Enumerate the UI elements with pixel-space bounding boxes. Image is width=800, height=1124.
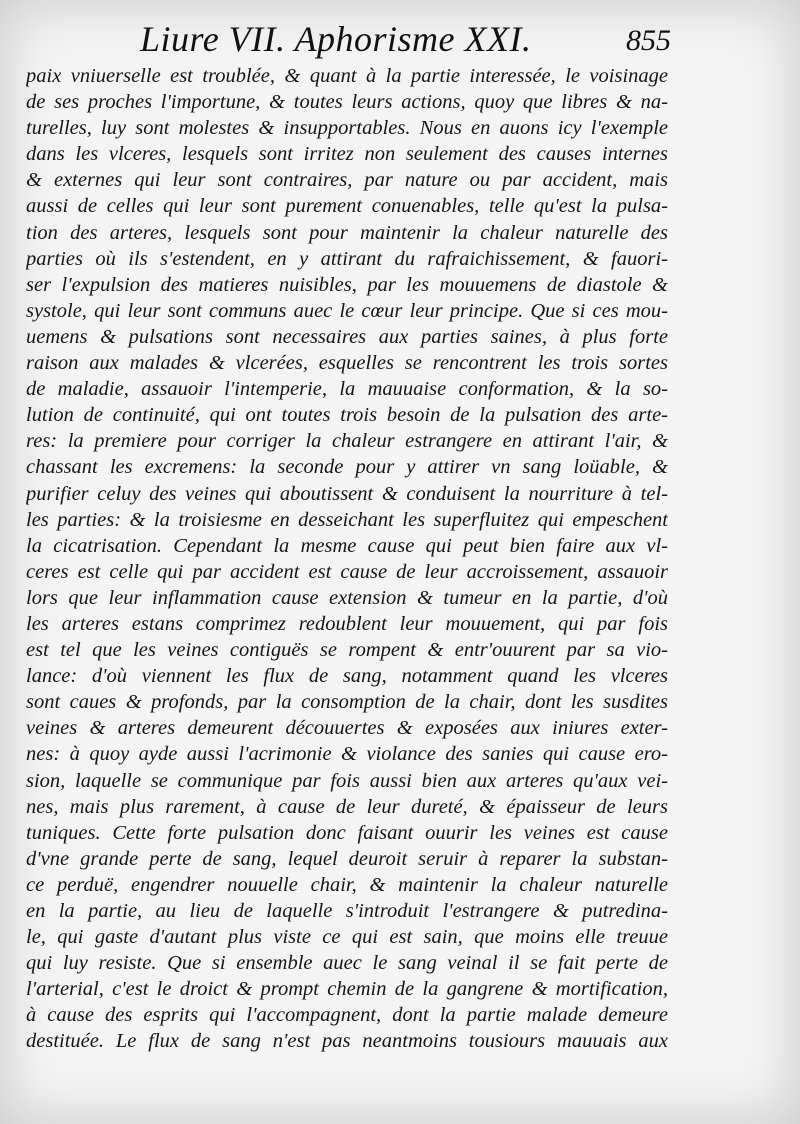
- text-line: purifier celuy des veines qui aboutissent & conduisent la nourriture à tel-: [26, 482, 668, 505]
- text-line: l'arterial, c'est le droict & prompt chemin de la gangrene & mortification,: [26, 978, 668, 1001]
- text-line: destituée. Le flux de sang n'est pas neantmoins tousiours mauuais aux: [26, 1030, 668, 1053]
- text-line: de maladie, assauoir l'intemperie, la mauuaise conformation, & la so-: [26, 378, 668, 401]
- text-line: lance: d'où viennent les flux de sang, notamment quand les vlceres: [26, 665, 668, 688]
- text-line: ce perduë, engendrer nouuelle chair, & maintenir la chaleur naturelle: [26, 873, 668, 896]
- page-number: 855: [626, 24, 671, 57]
- text-line: nes: à quoy ayde aussi l'acrimonie & violance des sanies qui cause ero-: [26, 743, 668, 766]
- text-line: lution de continuité, qui ont toutes trois besoin de la pulsation des arte-: [26, 404, 668, 427]
- text-line: systole, qui leur sont communs auec le cœur leur principe. Que si ces mou-: [26, 299, 668, 322]
- body-text: [26, 63, 668, 1055]
- text-line: ser l'expulsion des matieres nuisibles, par les mouuemens de diastole &: [26, 273, 668, 296]
- text-line: raison aux malades & vlcerées, esquelles se rencontrent les trois sortes: [26, 352, 668, 375]
- text-line: & externes qui leur sont contraires, par nature ou par accident, mais: [26, 169, 668, 192]
- text-line: dans les vlceres, lesquels sont irritez non seulement des causes internes: [26, 143, 668, 166]
- text-line: les parties: & la troisiesme en desseichant les superfluitez qui empeschent: [26, 508, 668, 531]
- text-line: aussi de celles qui leur sont purement conuenables, telle qu'est la pulsa-: [26, 195, 668, 218]
- text-line: les arteres estans comprimez redoublent leur mouuement, qui par fois: [26, 612, 668, 635]
- text-line: sion, laquelle se communique par fois aussi bien aux arteres qu'aux vei-: [26, 769, 668, 792]
- text-line: le, qui gaste d'autant plus viste ce qui est sain, que moins elle treuue: [26, 926, 668, 949]
- text-line: res: la premiere pour corriger la chaleur estrangere en attirant l'air, &: [26, 430, 668, 453]
- text-line: qui luy resiste. Que si ensemble auec le sang veinal il se fait perte de: [26, 952, 668, 975]
- text-line: parties où ils s'estendent, en y attirant du rafraichissement, & fauori-: [26, 247, 668, 270]
- text-line: paix vniuerselle est troublée, & quant à la partie interessée, le voisinage: [26, 65, 668, 87]
- text-line: à cause des esprits qui l'accompagnent, dont la partie malade demeure: [26, 1004, 668, 1027]
- running-title: Liure VII. Aphorisme XXI.: [140, 19, 532, 59]
- text-line: ceres est celle qui par accident est cause de leur accroissement, assauoir: [26, 560, 668, 583]
- text-line: tion des arteres, lesquels sont pour maintenir la chaleur naturelle des: [26, 221, 668, 244]
- text-line: de ses proches l'importune, & toutes leurs actions, quoy que libres & na-: [26, 91, 668, 114]
- text-line: uemens & pulsations sont necessaires aux parties saines, à plus forte: [26, 325, 668, 348]
- text-line: turelles, luy sont molestes & insupportables. Nous en auons icy l'exemple: [26, 117, 668, 140]
- text-line: chassant les excremens: la seconde pour y attirer vn sang loüable, &: [26, 456, 668, 479]
- text-line: en la partie, au lieu de laquelle s'introduit l'estrangere & putredina-: [26, 900, 668, 922]
- text-line: lors que leur inflammation cause extension & tumeur en la partie, d'où: [26, 586, 668, 609]
- text-line: est tel que les veines contiguës se rompent & entr'ouurent par sa vio-: [26, 639, 668, 662]
- page-header: [0, 18, 800, 62]
- text-line: la cicatrisation. Cependant la mesme cause qui peut bien faire aux vl-: [26, 534, 668, 557]
- text-line: tuniques. Cette forte pulsation donc faisant ouurir les veines est cause: [26, 821, 668, 844]
- text-line: veines & arteres demeurent découuertes & exposées aux iniures exter-: [26, 717, 668, 740]
- text-line: nes, mais plus rarement, à cause de leur dureté, & épaisseur de leurs: [26, 795, 668, 818]
- text-line: sont caues & profonds, par la consomption de la chair, dont les susdites: [26, 691, 668, 714]
- text-line: d'vne grande perte de sang, lequel deuroit seruir à reparer la substan-: [26, 847, 668, 870]
